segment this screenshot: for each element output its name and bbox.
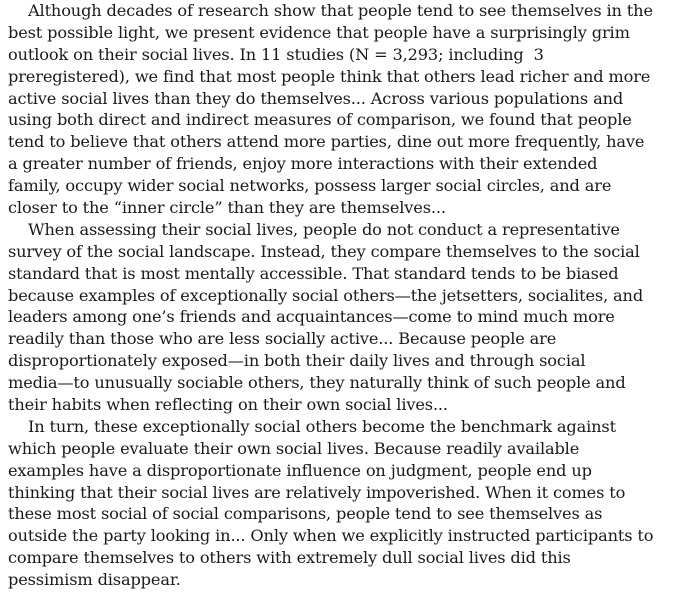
paragraph-1	[8, 0, 690, 219]
text-line: When assessing their social lives, people do not conduct a representative	[28, 219, 620, 239]
text-line: using both direct and indirect measures of comparison, we found that people	[8, 110, 632, 130]
text-line: closer to the “inner circle” than they are themselves...	[8, 198, 446, 218]
text-line: tend to believe that others attend more parties, dine out more frequently, have	[8, 132, 645, 152]
text-line: pessimism disappear.	[8, 570, 181, 590]
text-line: standard that is most mentally accessible. That standard tends to be biased	[8, 263, 619, 283]
text-line: because examples of exceptionally social others—the jetsetters, socialites, and	[8, 285, 644, 305]
text-line: best possible light, we present evidence that people have a surprisingly grim	[8, 22, 630, 42]
text-line: which people evaluate their own social lives. Because readily available	[8, 438, 580, 458]
text-line: media—to unusually sociable others, they naturally think of such people and	[8, 373, 626, 393]
text-line: disproportionately exposed—in both their daily lives and through social	[8, 351, 586, 371]
text-line: active social lives than they do themselves... Across various populations and	[8, 88, 624, 108]
text-line: outside the party looking in... Only when we explicitly instructed participants to	[8, 526, 654, 546]
text-line: preregistered), we find that most people think that others lead richer and more	[8, 66, 651, 86]
paragraph-3	[8, 416, 690, 591]
text-line: a greater number of friends, enjoy more interactions with their extended	[8, 154, 598, 174]
text-line: compare themselves to others with extremely dull social lives did this	[8, 548, 571, 568]
text-line: family, occupy wider social networks, possess larger social circles, and are	[8, 176, 612, 196]
document-body	[8, 0, 690, 591]
text-line: Although decades of research show that people tend to see themselves in the	[28, 1, 653, 20]
text-line: their habits when reflecting on their own social lives...	[8, 395, 448, 415]
paragraph-2	[8, 219, 690, 416]
text-line: In turn, these exceptionally social others become the benchmark against	[28, 416, 616, 436]
text-line: readily than those who are less socially active... Because people are	[8, 329, 557, 349]
text-line: thinking that their social lives are relatively impoverished. When it comes to	[8, 482, 626, 502]
text-line: outlook on their social lives. In 11 studies (N = 3,293; including 3	[8, 44, 544, 64]
text-line: these most social of social comparisons, people tend to see themselves as	[8, 504, 603, 524]
text-line: examples have a disproportionate influence on judgment, people end up	[8, 460, 592, 480]
text-line: survey of the social landscape. Instead, they compare themselves to the social	[8, 241, 640, 261]
text-line: leaders among one’s friends and acquaintances—come to mind much more	[8, 307, 615, 327]
